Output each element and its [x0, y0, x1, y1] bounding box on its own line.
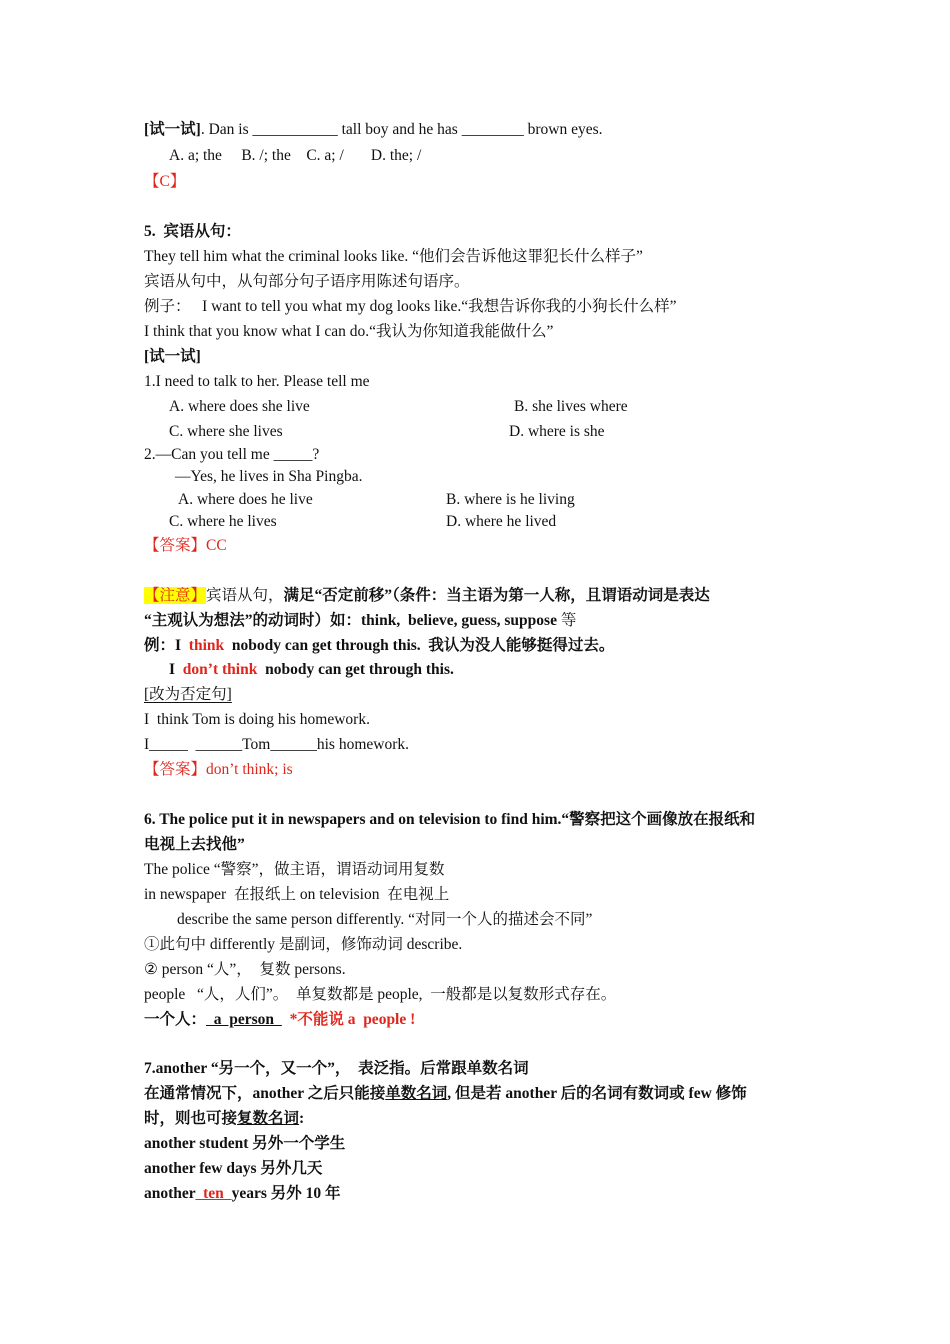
note-line-1 [144, 586, 710, 606]
section-7-example-3-b: years 另外 10 年 [231, 1185, 341, 1202]
section-7-example-2: another few days 另外几天 [144, 1160, 323, 1177]
question-2-option-a: A. where does he live [178, 491, 313, 508]
section-6-line-7 [144, 1010, 415, 1030]
section-6-line-7-a: 一个人： [144, 1011, 207, 1028]
note-example-1 [144, 636, 614, 656]
section-6-line-7-warning: *不能说 a people ! [289, 1011, 416, 1028]
try-label: [试一试] [144, 121, 201, 138]
note-example-2 [169, 660, 454, 680]
change-question: I think Tom is doing his homework. [144, 711, 370, 728]
section-7-line-1-a: 在通常情况下，another 之后只能接 [144, 1085, 386, 1102]
section-5-heading: 5. 宾语从句： [144, 223, 241, 240]
section-6-line-1: The police “警察”，做主语，谓语动词用复数 [144, 861, 445, 878]
note-example-1-verb: think [188, 637, 225, 654]
question-1: 1.I need to talk to her. Please tell me [144, 373, 370, 390]
note-line-2-b: 等 [556, 612, 577, 629]
section-5-answer: 【答案】CC [144, 537, 227, 554]
section-6-heading: 6. The police put it in newspapers and on television to find him.“警察把这个画像放在报纸和 [144, 811, 756, 828]
section-7-example-3 [144, 1184, 340, 1204]
question-2-option-b: B. where is he living [446, 491, 575, 508]
section-6-line-3: describe the same person differently. “对同一个人的描述会不同” [177, 911, 593, 928]
section-5-line-2: 宾语从句中，从句部分句子语序用陈述句语序。 [144, 273, 470, 290]
section-7-line-2 [144, 1109, 304, 1129]
note-line-1-b: 满足“否定前移”（条件：当主语为第一人称，且谓语动词是表达 [283, 587, 710, 604]
try-sentence: . Dan is ___________ tall boy and he has ________ brown eyes. [200, 121, 603, 138]
section-5-line-3: 例子： I want to tell you what my dog looks like.“我想告诉你我的小狗长什么样” [144, 298, 677, 315]
section-7-line-1-underlined: 单数名词 [385, 1085, 448, 1102]
question-2-option-d: D. where he lived [446, 513, 557, 530]
section-7-line-1 [144, 1084, 747, 1104]
note-answer: 【答案】don’t think; is [144, 761, 293, 778]
question-1-option-d: D. where is she [509, 423, 605, 440]
question-1-option-c: C. where she lives [169, 423, 283, 440]
note-example-1-a: 例：I [144, 637, 189, 654]
question-2-option-c: C. where he lives [169, 513, 277, 530]
section-6-line-4: ①此句中 differently 是副词，修饰动词 describe. [144, 936, 463, 953]
section-6-line-6: people “人，人们”。 单复数都是 people, 一般都是以复数形式存在。 [144, 986, 617, 1003]
try-answer: 【C】 [144, 173, 186, 190]
note-line-2-a: “主观认为想法”的动词时）如：think, believe, guess, suppose [144, 612, 557, 629]
section-6-heading-2: 电视上去找他” [144, 836, 245, 853]
section-6-line-7-underlined: a person [206, 1011, 282, 1028]
change-label: [改为否定句] [144, 686, 232, 703]
section-6-line-5: ② person “人”， 复数 persons. [144, 961, 346, 978]
section-7-line-1-b: , 但是若 another 后的名词有数词或 few 修饰 [447, 1085, 747, 1102]
question-1-option-b: B. she lives where [514, 398, 628, 415]
note-line-1-a: 宾语从句， [206, 587, 284, 604]
question-2-reply: —Yes, he lives in Sha Pingba. [175, 468, 363, 485]
question-2: 2.—Can you tell me _____? [144, 446, 320, 463]
note-example-2-verb: don’t think [182, 661, 258, 678]
note-example-2-a: I [169, 661, 183, 678]
section-7-example-3-a: another [144, 1185, 196, 1202]
section-5-line-4: I think that you know what I can do.“我认为你知道我能做什么” [144, 323, 554, 340]
section-7-line-2-a: 时，则也可接 [144, 1110, 238, 1127]
change-blank: I_____ ______Tom______his homework. [144, 736, 409, 753]
section-7-example-1: another student 另外一个学生 [144, 1135, 346, 1152]
question-1-option-a: A. where does she live [169, 398, 310, 415]
note-tag: 【注意】 [144, 587, 207, 604]
section-7-line-2-underlined: 复数名词 [237, 1110, 300, 1127]
section-7-line-2-b: : [299, 1110, 305, 1127]
try-question [144, 120, 602, 140]
note-example-1-b: nobody can get through this. 我认为没人能够挺得过去。 [224, 637, 615, 654]
note-line-2 [144, 611, 576, 631]
section-6-line-2: in newspaper 在报纸上 on television 在电视上 [144, 886, 450, 903]
section-7-heading: 7.another “另一个，又一个”， 表泛指。后常跟单数名词 [144, 1060, 529, 1077]
section-5-line-1: They tell him what the criminal looks like. “他们会告诉他这罪犯长什么样子” [144, 248, 643, 265]
section-7-example-3-number: ten [195, 1185, 232, 1202]
note-example-2-b: nobody can get through this. [257, 661, 454, 678]
try-options: A. a; the B. /; the C. a; / D. the; / [169, 147, 422, 164]
section-5-try-label: [试一试] [144, 348, 201, 365]
